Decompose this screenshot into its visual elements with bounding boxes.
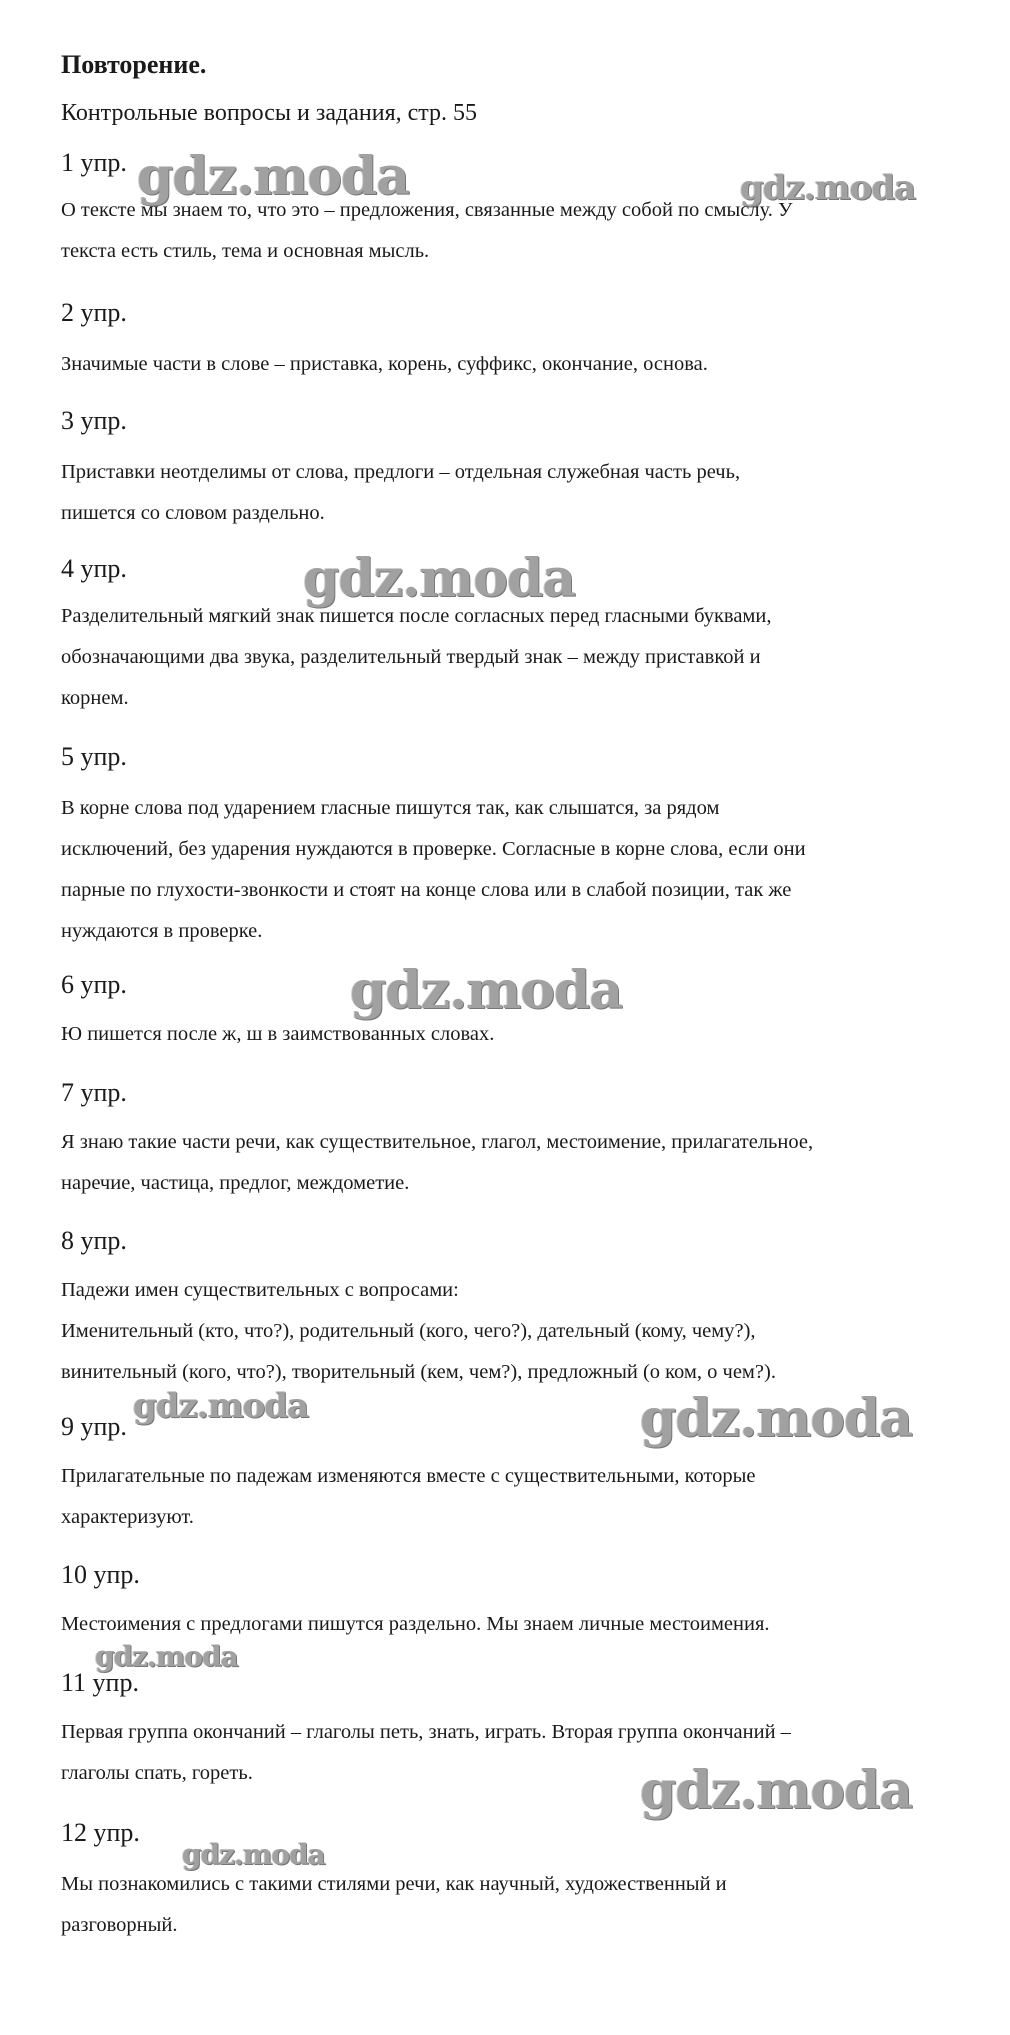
exercise-answer [61,1604,961,1645]
answer-line: парные по глухости-звонкости и стоят на конце слова или в слабой позиции, так же [61,879,792,901]
exercise-heading: 4 упр. [61,554,127,583]
watermark-logo: gdz.moda [133,1386,309,1426]
answer-line: Именительный (кто, что?), родительный (кого, чего?), дательный (кому, чему?), [61,1320,756,1342]
watermark-logo: gdz.moda [182,1838,325,1871]
exercise-heading: 3 упр. [61,406,127,435]
page-title: Повторение. [61,50,207,79]
exercise-heading: 8 упр. [61,1226,127,1255]
exercise-heading: 9 упр. [61,1412,127,1441]
answer-line: Прилагательные по падежам изменяются вместе с существительными, которые [61,1465,756,1487]
exercise-heading: 6 упр. [61,970,127,999]
answer-line: Приставки неотделимы от слова, предлоги – отдельная служебная часть речь, [61,461,741,483]
answer-line: Ю пишется после ж, ш в заимствованных словах. [61,1023,495,1045]
exercise-heading: 2 упр. [61,298,127,327]
watermark-logo: gdz.moda [303,548,576,609]
exercise-heading: 1 упр. [61,148,127,177]
watermark-logo: gdz.moda [640,1760,913,1821]
exercise-heading: 11 упр. [61,1668,139,1697]
answer-line: наречие, частица, предлог, междометие. [61,1172,410,1194]
answer-line: Падежи имен существительных с вопросами: [61,1279,459,1301]
exercise-answer [61,1864,961,1946]
exercise-heading: 5 упр. [61,742,127,771]
answer-line: корнем. [61,687,129,709]
answer-line: В корне слова под ударением гласные пишутся так, как слышатся, за рядом [61,797,720,819]
answer-line: обозначающими два звука, разделительный твердый знак – между приставкой и [61,646,761,668]
exercise-heading: 7 упр. [61,1078,127,1107]
answer-line: Местоимения с предлогами пишутся раздельно. Мы знаем личные местоимения. [61,1613,770,1635]
answer-line: Значимые части в слове – приставка, корень, суффикс, окончание, основа. [61,353,708,375]
exercise-answer [61,344,961,385]
exercise-answer [61,1456,961,1538]
watermark-logo: gdz.moda [137,146,410,207]
exercise-answer [61,452,961,534]
exercise-answer [61,788,961,952]
answer-line: пишется со словом раздельно. [61,502,325,524]
answer-line: текста есть стиль, тема и основная мысль. [61,240,430,262]
answer-line: нуждаются в проверке. [61,920,263,942]
answer-line: Разделительный мягкий знак пишется после согласных перед гласными буквами, [61,605,772,627]
answer-line: глаголы спать, гореть. [61,1762,253,1784]
exercise-heading: 10 упр. [61,1560,140,1589]
answer-line: исключений, без ударения нуждаются в проверке. Согласные в корне слова, если они [61,838,806,860]
answer-line: винительный (кого, что?), творительный (кем, чем?), предложный (о ком, о чем?). [61,1361,776,1383]
exercise-answer [61,1122,961,1204]
answer-line: Я знаю такие части речи, как существительное, глагол, местоимение, прилагательное, [61,1131,814,1153]
watermark-logo: gdz.moda [350,960,623,1021]
answer-line: характеризуют. [61,1506,194,1528]
exercise-answer [61,1270,961,1393]
answer-line: разговорный. [61,1914,178,1936]
exercise-answer [61,596,961,719]
answer-line: Мы познакомились с такими стилями речи, как научный, художественный и [61,1873,727,1895]
exercise-heading: 12 упр. [61,1818,140,1847]
watermark-logo: gdz.moda [740,168,916,208]
page-subtitle: Контрольные вопросы и задания, стр. 55 [61,100,478,126]
answer-line: О тексте мы знаем то, что это – предложения, связанные между собой по смыслу. У [61,199,793,221]
watermark-logo: gdz.moda [640,1388,913,1449]
watermark-logo: gdz.moda [95,1640,238,1673]
answer-line: Первая группа окончаний – глаголы петь, знать, играть. Вторая группа окончаний – [61,1721,791,1743]
